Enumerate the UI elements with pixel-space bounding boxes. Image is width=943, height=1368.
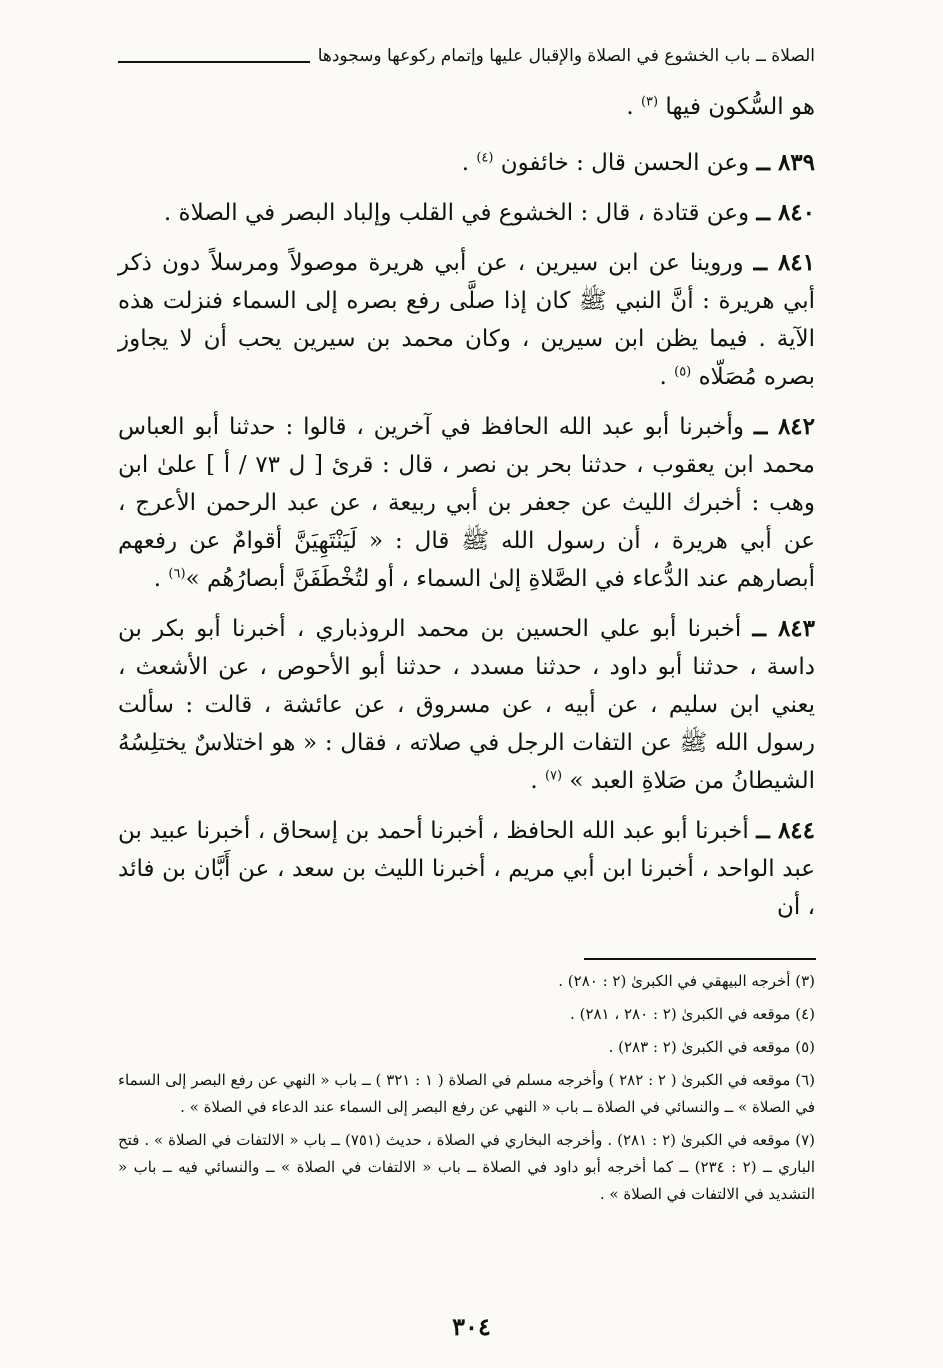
hadith-841 (118, 244, 815, 396)
paragraph-text: أخبرنا أبو عبد الله الحافظ ، أخبرنا أحمد بن إسحاق ، أخبرنا عبيد بن عبد الواحد ، أخبرنا ابن أبي مريم ، أخبرنا الليث بن سعد ، عن أَبَّان بن فائد ، أن (118, 818, 815, 920)
footnotes (118, 968, 815, 1214)
paragraph-text: وعن الحسن قال : خائفون (500, 150, 757, 176)
footnote-ref: (٥) (674, 364, 692, 380)
hadith-number: ٨٤٤ ــ (756, 817, 815, 844)
paragraph-end: . (659, 364, 675, 390)
footnote-ref: (٧) (544, 768, 563, 784)
hadith-839 (118, 144, 815, 182)
footnote-7: (٧) موقعه في الكبرىٰ (٢ : ٢٨١) . وأخرجه البخاري في الصلاة ، حديث (٧٥١) ــ باب « الالتفات في الصلاة » . فتح الباري ــ (٢ : ٢٣٤) ــ كما أخرجه أبو داود في الصلاة ــ باب « الالتفات في الصلاة » ــ والنسائي فيه ــ باب « التشديد في الالتفات في الصلاة » . (118, 1131, 816, 1203)
hadith-844 (118, 812, 815, 926)
paragraph-text: وعن قتادة ، قال : الخشوع في القلب وإلباد البصر في الصلاة . (163, 200, 757, 226)
page-number: ٣٠٤ (452, 1312, 491, 1341)
paragraph-text: أخبرنا أبو علي الحسين بن محمد الروذباري ، أخبرنا أبو بكر بن داسة ، حدثنا أبو داود ، حدثنا مسدد ، حدثنا أبو الأحوص ، عن الأشعث ، يعني ابن سليم ، عن أبيه ، عن مسروق ، عن عائشة ، قالت : سألت رسول الله ﷺ عن التفات الرجل في صلاته ، فقال : « هو اختلاسٌ يختلِسُهُ الشيطانُ من صَلاةِ العبد » (118, 616, 815, 794)
footnote-5: (٥) موقعه في الكبرىٰ (٢ : ٢٨٣) . (608, 1038, 815, 1056)
hadith-843 (118, 610, 815, 800)
main-text (118, 88, 815, 938)
hadith-number: ٨٤٣ ــ (752, 615, 816, 642)
footnote-4: (٤) موقعه في الكبرىٰ (٢ : ٢٨٠ ، ٢٨١) . (570, 1005, 815, 1023)
hadith-840 (118, 194, 815, 232)
footnote-ref: (٣) (640, 94, 659, 110)
footnote-6: (٦) موقعه في الكبرىٰ ( ٢ : ٢٨٢ ) وأخرجه مسلم في الصلاة ( ١ : ٣٢١ ) ــ باب « النهي عن رفع البصر إلى السماء في الصلاة » ــ والنسائي في الصلاة ــ باب « النهي عن رفع البصر إلى السماء عند الدعاء في الصلاة » . (118, 1071, 816, 1116)
footnote-3: (٣) أخرجه البيهقي في الكبرىٰ (٢ : ٢٨٠) . (558, 972, 815, 990)
paragraph-text: هو السُّكون فيها (665, 94, 815, 120)
paragraph-end: . (626, 94, 641, 120)
footnote-ref: (٤) (476, 150, 494, 166)
paragraph-end: . (530, 768, 545, 794)
paragraph-continuation (118, 88, 815, 126)
hadith-number: ٨٣٩ ــ (756, 149, 815, 176)
paragraph-end: . (153, 566, 169, 592)
paragraph-text: وروينا عن ابن سيرين ، عن أبي هريرة موصولاً ومرسلاً دون ذكر أبي هريرة : أنَّ النبي ﷺ كان إذا صلَّى رفع بصره إلى السماء فنزلت هذه الآية . فيما يظن ابن سيرين ، وكان محمد بن سيرين يحب أن لا يجاوز بصره مُصَلّاه (118, 250, 815, 390)
header-rule (118, 61, 310, 63)
footnote-ref: (٦) (168, 566, 186, 582)
footnote-separator (584, 958, 816, 960)
hadith-number: ٨٤٠ ــ (756, 199, 815, 226)
hadith-number: ٨٤١ ــ (753, 249, 815, 276)
header-title: الصلاة ــ باب الخشوع في الصلاة والإقبال عليها وإتمام ركوعها وسجودها (317, 46, 815, 66)
running-header (118, 46, 815, 66)
paragraph-end: . (461, 150, 477, 176)
paragraph-text: وأخبرنا أبو عبد الله الحافظ في آخرين ، قالوا : حدثنا أبو العباس محمد ابن يعقوب ، حدثنا بحر بن نصر ، قال : قرئ [ ل ٧٣ / أ ] علىٰ ابن وهب : أخبرك الليث عن جعفر بن أبي ربيعة ، عن عبد الرحمن الأعرج ، عن أبي هريرة ، أن رسول الله ﷺ قال : « لَيَنْتَهِيَنَّ أقوامٌ عن رفعهم أبصارهم عند الدُّعاء في الصَّلاةِ إلىٰ السماء ، أو لتُخْطَفَنَّ أبصارُهُم » (118, 414, 815, 592)
hadith-number: ٨٤٢ ــ (753, 413, 816, 440)
hadith-842 (118, 408, 815, 598)
